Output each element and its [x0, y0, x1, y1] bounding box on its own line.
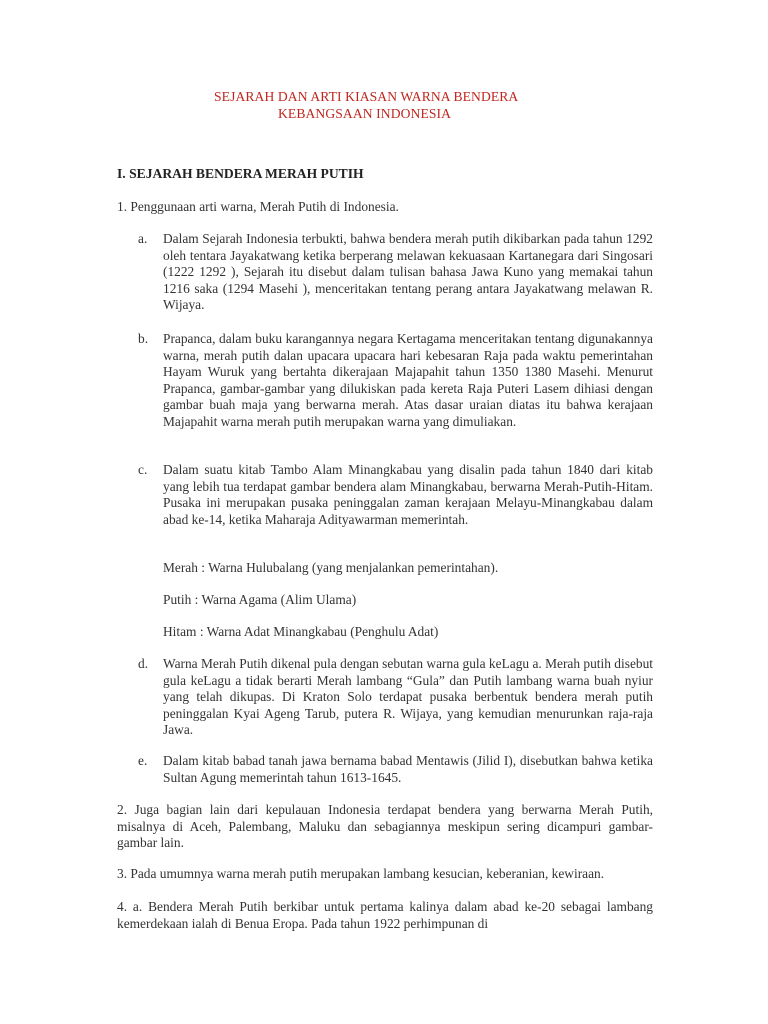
list-item-text: Dalam suatu kitab Tambo Alam Minangkabau yang disalin pada tahun 1840 dari kitab yang lebih tua terdapat gambar bendera alam Minangkabau, berwarna Merah-Putih-Hitam. Pusaka ini merupakan pusaka peninggalan zaman kerajaan Melayu-Minangkabau dalam abad ke-14, ketika Maharaja Adityawarman memerintah.: [163, 462, 653, 527]
list-item-text: Warna Merah Putih dikenal pula dengan sebutan warna gula keLagu a. Merah putih disebut gula keLagu a tidak berarti Merah lambang “Gula” dan Putih lambang warna buah nyiur yang telah dikupas. Di Kraton Solo terdapat pusaka berbentuk bendera merah putih peninggalan Kyai Ageng Tarub, putera R. Wijaya, yang kemudian menurunkan raja-raja Jawa.: [163, 656, 653, 738]
color-meaning-hitam: Hitam : Warna Adat Minangkabau (Penghulu Adat): [163, 624, 439, 639]
list-item-text: Prapanca, dalam buku karangannya negara Kertagama menceritakan tentang digunakannya warna, merah putih dalan upacara upacara hari kebesaran Raja pada waktu pemerintahan Hayam Wuruk yang bertahta dikerajaan Majapahit tahun 1350 1380 Masehi. Menurut Prapanca, gambar-gambar yang dilukiskan pada kereta Raja Puteri Lasem dihiasi dengan gambar buah maja yang berwarna merah. Atas dasar uraian diatas itu bahwa kerajaan Majapahit warna merah putih merupakan warna yang dimuliakan.: [163, 331, 653, 429]
list-item-e: [138, 753, 653, 786]
color-meaning-merah: Merah : Warna Hulubalang (yang menjalankan pemerintahan).: [163, 560, 499, 575]
list-marker: e.: [138, 753, 148, 768]
list-item-text: Dalam Sejarah Indonesia terbukti, bahwa bendera merah putih dikibarkan pada tahun 1292 oleh tentara Jayakatwang ketika berperang melawan kekuasaan Kartanegara dari Singosari (1222 1292 ), Sejarah itu disebut dalam tulisan bahasa Jawa Kuno yang memakai tahun 1216 saka (1294 Masehi ), menceritakan tentang perang antara Jayakatwang melawan R. Wijaya.: [163, 231, 653, 313]
paragraph-4: 4. a. Bendera Merah Putih berkibar untuk pertama kalinya dalam abad ke-20 sebagai lambang kemerdekaan ialah di Benua Eropa. Pada tahun 1922 perhimpunan di: [117, 899, 653, 931]
list-marker: a.: [138, 231, 148, 246]
list-marker: b.: [138, 331, 149, 346]
list-item-a: [138, 231, 653, 314]
paragraph-2: 2. Juga bagian lain dari kepulauan Indonesia terdapat bendera yang berwarna Merah Putih, misalnya di Aceh, Palembang, Maluku dan sebagiannya meskipun sering dicampuri gambar-gambar lain.: [117, 802, 653, 851]
list-marker: c.: [138, 462, 148, 477]
list-marker: d.: [138, 656, 149, 671]
section-heading: I. SEJARAH BENDERA MERAH PUTIH: [117, 166, 364, 181]
title-line-2: KEBANGSAAN INDONESIA: [278, 106, 452, 121]
intro-paragraph: 1. Penggunaan arti warna, Merah Putih di Indonesia.: [117, 199, 399, 214]
list-item-text: Dalam kitab babad tanah jawa bernama babad Mentawis (Jilid I), disebutkan bahwa ketika Sultan Agung memerintah tahun 1613-1645.: [163, 753, 653, 785]
list-item-b: [138, 331, 653, 431]
list-item-d: [138, 656, 653, 739]
list-item-c: [138, 462, 653, 528]
title-line-1: SEJARAH DAN ARTI KIASAN WARNA BENDERA: [214, 89, 519, 104]
color-meaning-putih: Putih : Warna Agama (Alim Ulama): [163, 592, 357, 607]
paragraph-3: 3. Pada umumnya warna merah putih merupakan lambang kesucian, keberanian, kewiraan.: [117, 866, 605, 881]
